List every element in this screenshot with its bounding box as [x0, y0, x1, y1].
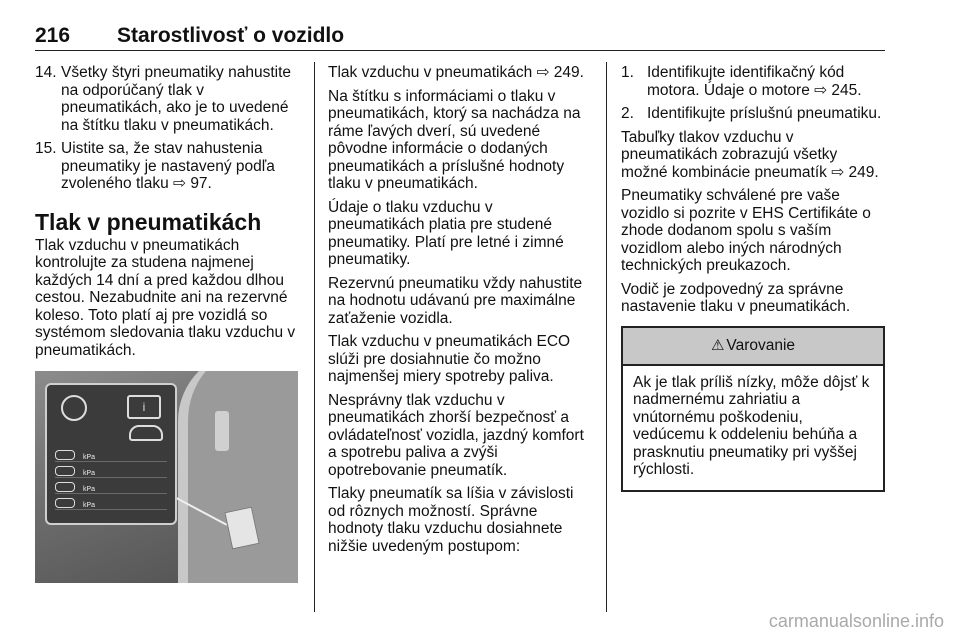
label-row: kPa: [55, 449, 167, 462]
paragraph: Pneumatiky schválené pre vaše vozidlo si pozrite v EHS Certifikáte o zhode dodanom spolu s vaším vozidlom alebo iných národných technických preukazoch.: [621, 187, 871, 274]
paragraph: Nesprávny tlak vzduchu v pneumatikách zhorší bezpečnosť a ovládateľnosť vozidla, jazdný komfort a spotrebu paliva a zvýši opotrebovanie pneumatík.: [328, 391, 584, 479]
paragraph: Tlak vzduchu v pneumatikách ECO slúži pre dosiahnutie čo možno najmenšej miery spotreby paliva.: [328, 333, 571, 385]
door-frame-image: [178, 371, 298, 583]
warning-title: Varovanie: [726, 336, 796, 354]
watermark: carmanualsonline.info: [768, 611, 944, 631]
tire-icon: [61, 395, 87, 421]
tire-pressure-label-photo: [35, 371, 298, 583]
warning-box: [621, 326, 885, 492]
column-divider-1: [314, 62, 315, 612]
list-item-text: Uistite sa, že stav nahustenia pneumatiky je nastavený podľa zvoleného tlaku ⇨ 97.: [61, 140, 275, 192]
car-icon: [129, 425, 163, 441]
paragraph: Tabuľky tlakov vzduchu v pneumatikách zobrazujú všetky možné kombinácie pneumatík ⇨ 249.: [621, 128, 879, 181]
page-header: [35, 24, 885, 50]
warning-header: [623, 328, 883, 366]
door-latch-image: [215, 411, 229, 451]
warning-triangle-icon: ⚠: [710, 336, 725, 354]
list-item: [35, 140, 300, 193]
paragraph: Tlaky pneumatík sa líšia v závislosti od rôznych možností. Správne hodnoty tlaku vzduchu dosiahnete nižšie uvedeným postupom:: [328, 485, 574, 555]
column-2: [328, 64, 590, 561]
header-divider: [35, 50, 885, 51]
warning-text: Ak je tlak príliš nízky, môže dôjsť k nadmernému zahriatiu a vnútornému poškodeniu, vedúcemu k oddeleniu behúňa a prasknutiu pneumatiky pri vyššej rýchlosti.: [633, 373, 870, 478]
label-row: kPa: [55, 497, 167, 510]
list-item-number: 15.: [35, 140, 57, 157]
paragraph: Na štítku s informáciami o tlaku v pneumatikách, ktorý sa nachádza na ráme ľavých dverí, sú uvedené pôvodne informácie o dodaných pneumatikách a príslušné hodnoty tlaku v pneumatikách.: [328, 87, 581, 192]
list-item-text: Všetky štyri pneumatiky nahustite na odporúčaný tlak v pneumatikách, ako je to uvedené na štítku tlaku v pneumatikách.: [61, 64, 292, 134]
list-item-text: Identifikujte identifikačný kód motora. Údaje o motore ⇨ 245.: [647, 64, 862, 99]
paragraph: Rezervnú pneumatiku vždy nahustite na hodnotu udávanú pre maximálne zaťaženie vozidla.: [328, 274, 583, 327]
list-item-text: Identifikujte príslušnú pneumatiku.: [647, 105, 882, 122]
page-title: Starostlivosť o vozidlo: [117, 24, 345, 47]
label-row: kPa: [55, 481, 167, 494]
page-number: 216: [35, 24, 71, 47]
paragraph: Údaje o tlaku vzduchu v pneumatikách platia pre studené pneumatiky. Platí pre letné i zimné pneumatiky.: [328, 198, 564, 268]
paragraph: Tlak vzduchu v pneumatikách kontrolujte za studena najmenej každých 14 dní a pred každou dlhou cestou. Nezabudnite ani na rezervné koleso. Toto platí aj pre vozidlá so systémom sledovania tlaku vzduchu v pneumatikách.: [35, 236, 296, 359]
list-item: [621, 64, 885, 99]
tire-label-closeup: [45, 383, 177, 525]
list-item: [621, 105, 885, 123]
list-item-number: 14.: [35, 64, 57, 81]
paragraph: Tlak vzduchu v pneumatikách ⇨ 249.: [328, 64, 584, 81]
column-1: [35, 64, 300, 583]
label-row: kPa: [55, 465, 167, 478]
manual-book-icon: i: [127, 395, 161, 419]
list-item: [35, 64, 300, 134]
list-item-number: 2.: [621, 105, 634, 122]
column-divider-2: [606, 62, 607, 612]
section-heading: Tlak v pneumatikách: [35, 208, 262, 235]
paragraph: Vodič je zodpovedný za správne nastavenie tlaku v pneumatikách.: [621, 280, 851, 315]
column-3: [621, 64, 885, 492]
list-item-number: 1.: [621, 64, 634, 81]
